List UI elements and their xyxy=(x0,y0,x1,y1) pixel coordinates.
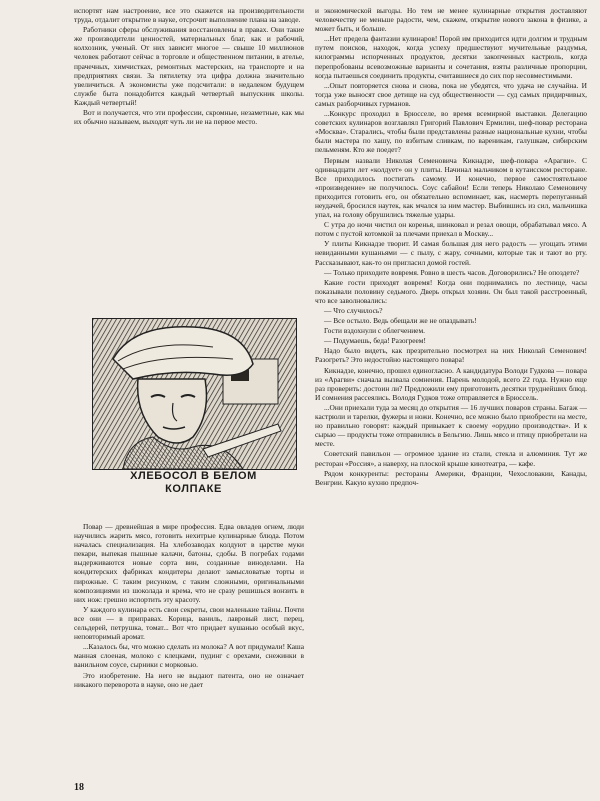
text-column-right xyxy=(315,6,587,784)
paragraph: Гости вздохнули с облегчением. xyxy=(324,326,425,336)
paragraph: и экономической выгоды. Но тем не менее кулинарные открытия доставляют человечеству не меньше радости, чем, скажем, открытие нового закона в физике, а может быть, и больше. xyxy=(315,6,587,34)
paragraph: Рядом конкуренты: рестораны Америки, Франции, Чехословакии, Канады, Венгрии. Какую кухню предпоч- xyxy=(315,468,587,487)
paragraph: Кикнадзе, конечно, прошел единогласно. А кандидатура Володи Гудкова — повара из «Арагви» сначала вызвала сомнения. Парень молодой, всего 22 года. Нужно еще раз проверить: достоин ли? Предложили ему приготовить десятки труднейших блюд. И сомнения рассеялись. Володя Гудков тоже отправляется в Брюссель. xyxy=(315,365,587,402)
paragraph: — Только приходите вовремя. Ровно в шесть часов. Договорились? Не опоздете? xyxy=(324,267,580,277)
paragraph: Работники сферы обслуживания восстановлены в правах. Они такие же производители ценностей, материальных благ, как и рабочий, колхозник, ученый. От них зависит многое — свыше 10 миллионов человек работают сейчас в торговле и общественном питании, в ателье, прачечных, химчистках, ремонтных мастерских, на транспорте и на предприятиях связи. За пятилетку эта цифра должна значительно увеличиться. А экономисты уже подсчитали: в недалеком будущем службе быта понадобится каждый четвертый выпускник школы. Каждый четвертый! xyxy=(74,25,304,107)
paragraph: Повар — древнейшая в мире профессия. Едва овладев огнем, люди научились жарить мясо, готовить нехитрые кулинарные блюда. Потом началась специализация. На хлебозаводах колдуют в царстве муки пекари, выпекая пышные калачи, батоны, сдобы. В погребах годами выдерживаются новые сорта вин, созданные виноделами. На кондитерских фабриках кондитеры делают замысловатые торты и пирожные. С таким рисунком, с таким сложными, оригинальными композициями из шоколада и крема, что не сразу решишься вонзить в них нож: грешно испортить эту красоту. xyxy=(74,522,304,604)
headline-line: КОЛПАКЕ xyxy=(165,483,222,495)
paragraph: ...Они приехали туда за месяц до открытия — 16 лучших поваров страны. Багаж — кастрюли и тарелки, фужеры и ножи. Конечно, все можно было приобрести на месте, но правильно говорят: каждый привыкает к своему «орудию производства». И к сырью — продукты тоже отправились в Бельгию. Лишь мясо и птицу приобретали на месте. xyxy=(315,402,587,449)
paragraph: Советский павильон — огромное здание из стали, стекла и алюминия. Тут же ресторан «Россия», а наверху, на плоской крыше кинотеатра, — кафе. xyxy=(315,449,587,468)
paragraph: У каждого кулинара есть свои секреты, свои маленькие тайны. Почти все они — в приправах. Корица, ваниль, лавровый лист, перец, сельдерей, петрушка, томат... Вот что придает кушанью особый вкус, неповторимый аромат. xyxy=(74,604,304,642)
paragraph: ...Нет предела фантазии кулинаров! Порой им приходится идти долгим и трудным путем поисков, находок, когда успеху предшествуют мучительные раздумья, килограммы испорченных продуктов, десятки закопченных кастрюль, когда перепробованы всевозможные варианты и сочетания, взяты различные пропорции, когда пытаешься соединить продукты, считавшиеся до сих пор несовместимыми. xyxy=(315,34,587,80)
paragraph: Какие гости приходят вовремя! Когда они поднимались по лестнице, часы показывали половину седьмого. Дверь открыл хозяин. Он был такой расстроенный, что все заволновались: xyxy=(315,277,587,305)
paragraph: Надо было видеть, как презрительно посмотрел на них Николай Семенович! Разогреть? Это недостойно настоящего повара! xyxy=(315,346,587,365)
headline-line: ХЛЕБОСОЛ В БЕЛОМ xyxy=(130,470,257,482)
paragraph: У плиты Кикнадзе творит. И самая большая для него радость — угощать этими невиданными кушаньями — с пылу, с жару, сочными, которые так и тают во рту. Рассказывают, как-то он пригласил домой гостей. xyxy=(315,239,587,267)
paragraph: С утра до ночи чистил он коренья, шинковал и резал овощи, обрабатывал мясо. А потом с пустой котомкой за плечами приехал в Москву... xyxy=(315,220,587,239)
paragraph: ...Конкурс проходил в Брюсселе, во время всемирной выставки. Делегацию советских кулинаров возглавлял Григорий Павлович Ермилин, шеф-повар ресторана «Москва». Старались, чтобы были представлены разные национальные кухни, чтобы были мастера по хашу, по взбитым сливкам, по вареникам, галушкам, сибирским пельменям. Кто же поедет? xyxy=(315,109,587,155)
paragraph: испортят нам настроение, все это скажется на производительности труда, отдалит открытие в науке, отсрочит выполнение плана на заводе. xyxy=(74,6,304,25)
paragraph: — Что случилось? xyxy=(324,306,383,315)
paragraph: ...Опыт повторяется снова и снова, пока не убедятся, что удача не случайна. И тогда уже выносят свое детище на суд общественности — суд самых придирчивых, самых разборчивых гурманов. xyxy=(315,80,587,108)
paragraph: Вот и получается, что эти профессии, скромные, незаметные, как мы их обычно называем, выходят чуть ли не на первое место. xyxy=(74,108,304,127)
paragraph: — Подумаешь, беда! Разогреем! xyxy=(324,336,426,346)
woodcut-illustration xyxy=(92,318,297,470)
paragraph: Первым назвали Николая Семеновича Кикнадзе, шеф-повара «Арагви». С одиннадцати лет «колдует» он у плиты. Начинал мальчиком в кутаисском ресторане. Все приходилось постигать самому. И конечно, первое самостоятельное «произведение» не получилось. Соус сабайон! Если теперь Николаю Семеновичу приходится готовить его, он обязательно вспоминает, как, насмерть перепуганный неудачей, бросился наутек, как мчался за ним мастер. Выбившись из сил, мальчишка упал, на голову обрушились тяжелые удары. xyxy=(315,155,587,220)
paragraph: — Все остыло. Ведь обещали же не опаздывать! xyxy=(324,316,477,326)
article-headline xyxy=(92,470,295,496)
paragraph: Это изобретение. На него не выдают патента, оно не означает никакого переворота в науке, оно не дает xyxy=(74,670,304,689)
paragraph: ...Казалось бы, что можно сделать из молока? А вот придумали! Каша манная слоеная, молоко с клецками, пудинг с орехами, снежинки в ванильном соусе, сырники с морковью. xyxy=(74,642,304,670)
text-column-left-bottom xyxy=(74,522,304,777)
page-number: 18 xyxy=(74,782,84,793)
text-column-left-top xyxy=(74,6,304,306)
chef-portrait-image xyxy=(93,319,296,469)
